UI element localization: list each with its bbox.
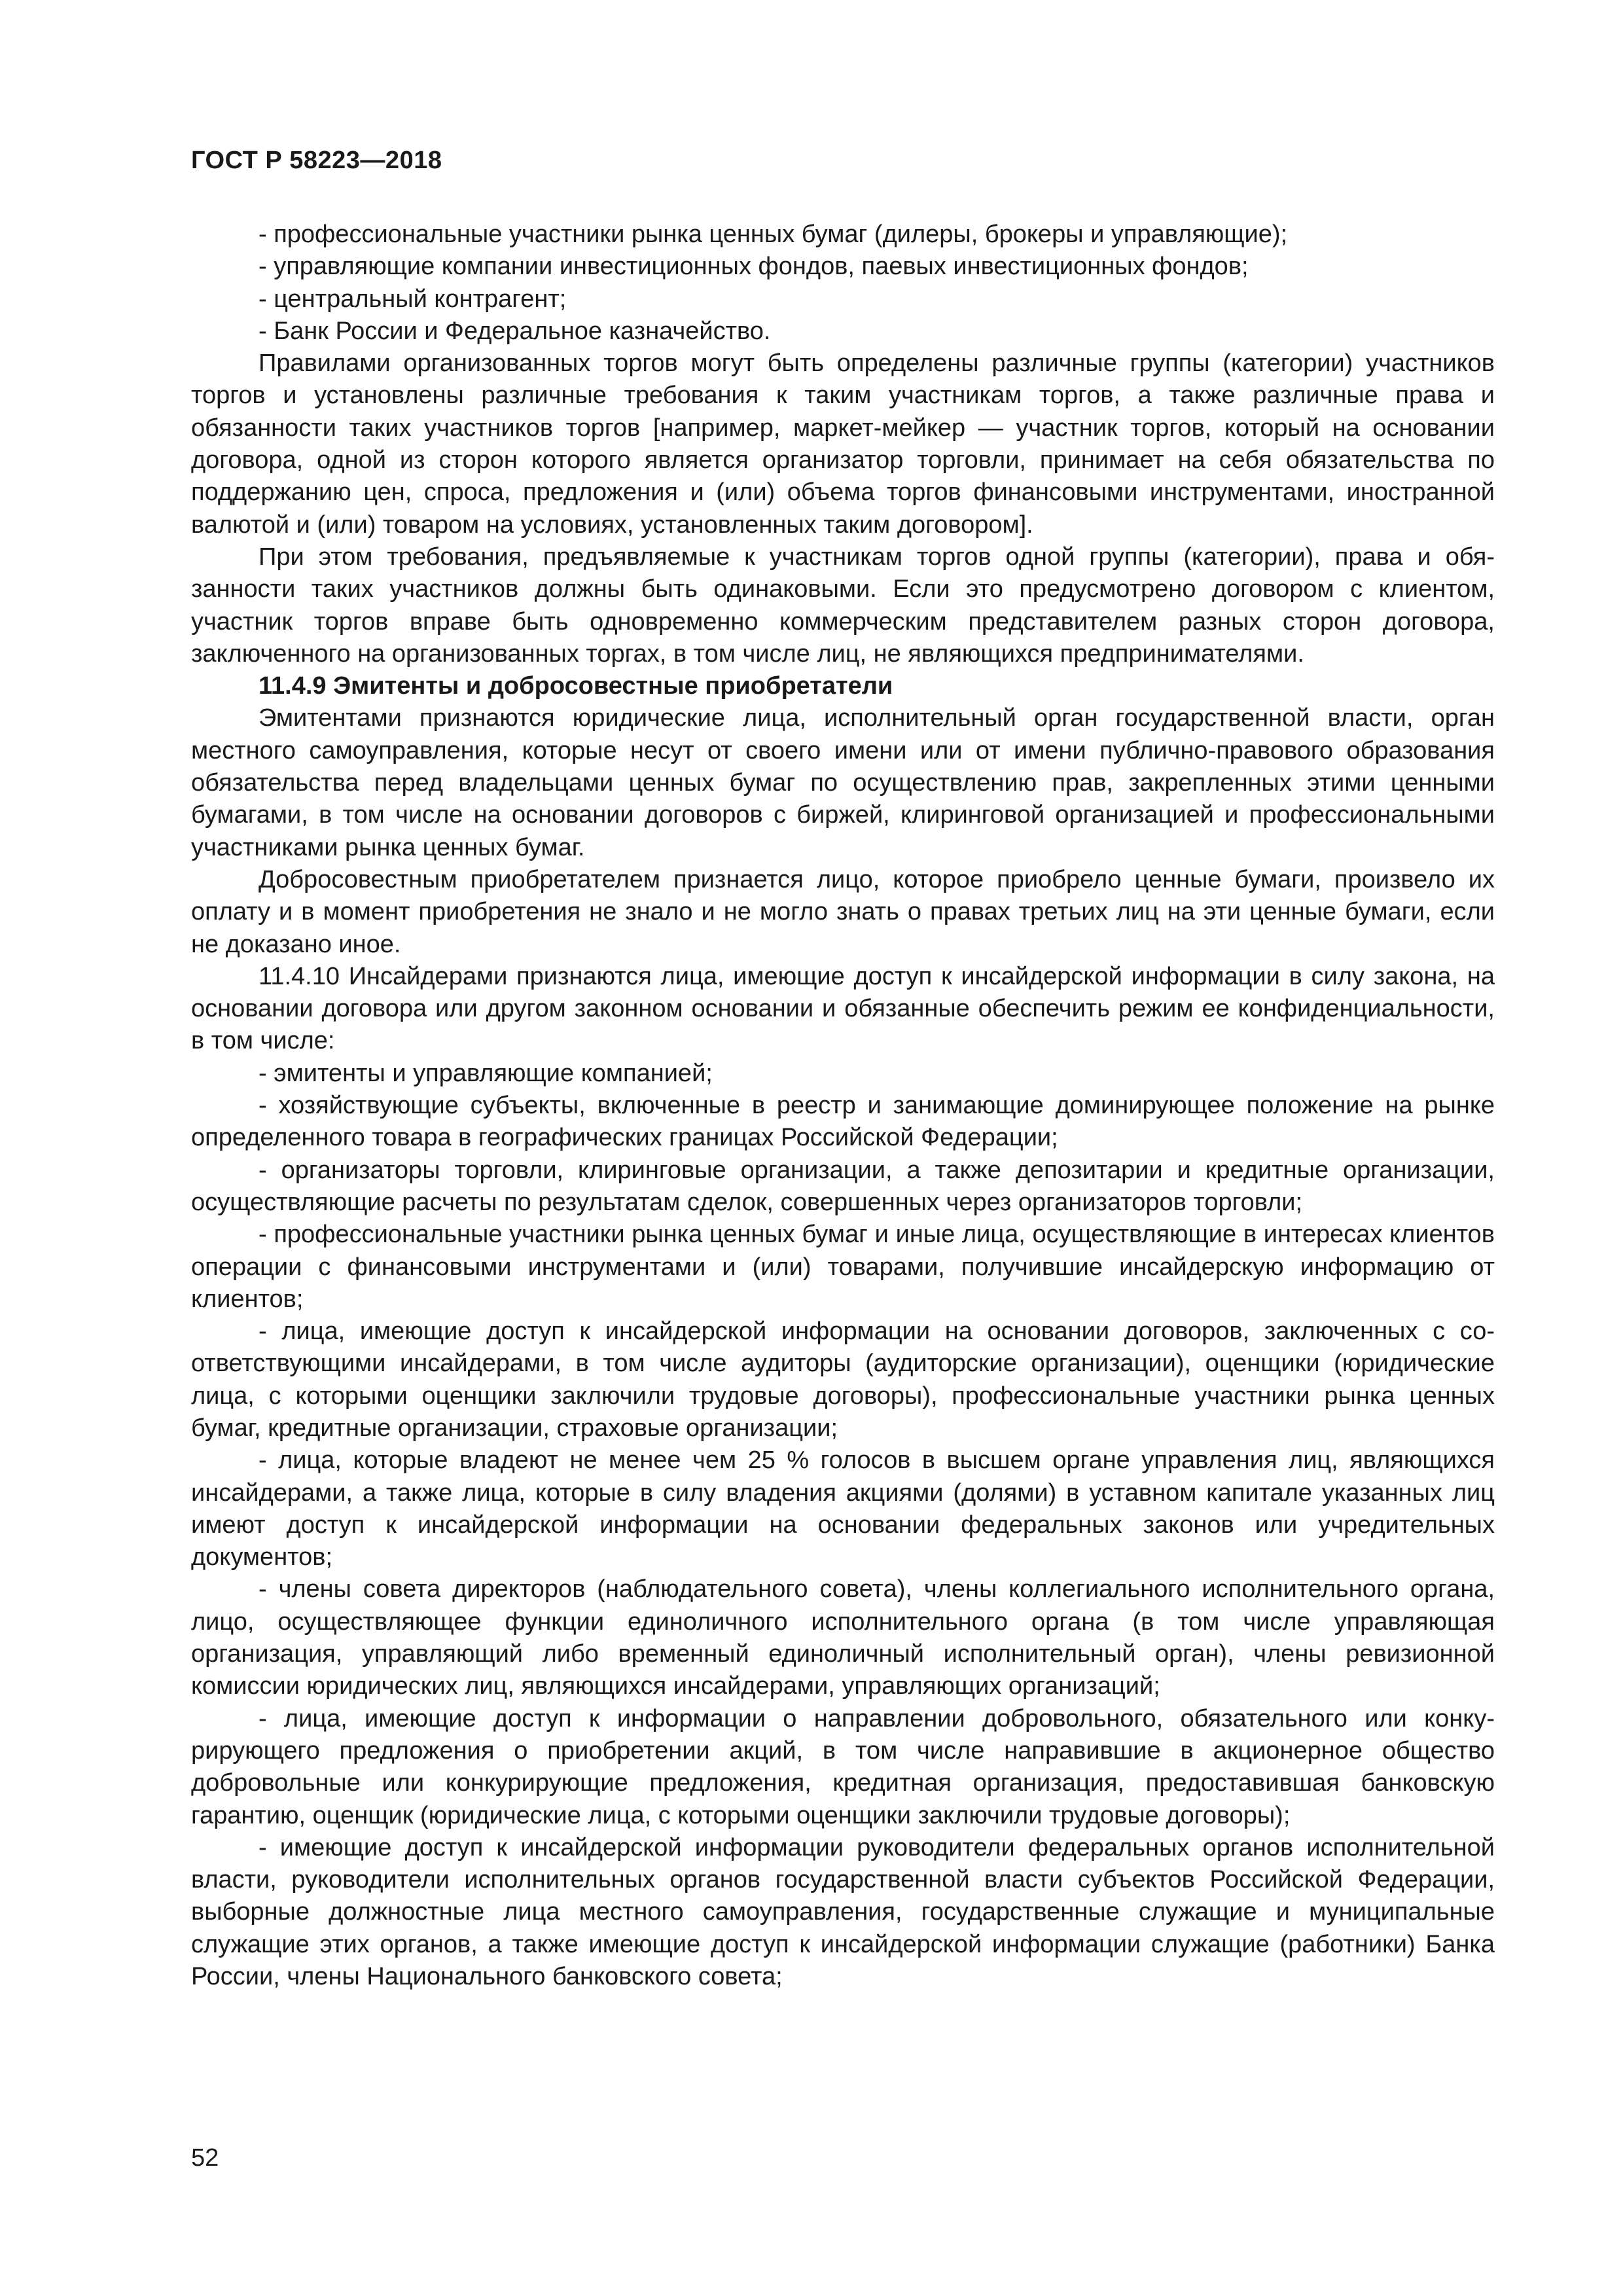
list-item: - профессиональные участники рынка ценных бумаг (дилеры, брокеры и управляющие); [259,221,1288,248]
list-item: - центральный контрагент; [259,285,567,313]
section-heading: 11.4.9 Эмитенты и добросовестные приобретатели [259,672,893,700]
list-item: - лица, имеющие доступ к информации о направлении добровольного, обязательного или конкурирующего предложения о приобретении акций, в том числе направившие в акционерное общество добровольные или конкурирующие предложения, кредитная организация, предоставившая банковскую гарантию, оценщик (юридические лица, с которыми оценщики заключили трудовые договоры); [191,1704,1495,1829]
list-item: - хозяйствующие субъекты, включенные в реестр и занимающие доминирующее положение на рынке определенного товара в географических границах Российской Федерации; [191,1092,1495,1152]
list-item: - члены совета директоров (наблюдательного совета), члены коллегиального исполнительного органа, лицо, осуществляющее функции единоличного исполнительного органа (в том числе управляющая организация, управляющий либо временный единоличный исполнительный орган), члены ревизионной комиссии юридических лиц, являющихся инсайдерами, управляющих организаций; [191,1575,1495,1700]
paragraph: Правилами организованных торгов могут быть определены различные группы (категории) участников торгов и установлены различные требования к таким участникам торгов, а также различные права и обязанности таких участников торгов [например, маркет-мейкер — участник торгов, который на основании договора, одной из сторон которого является организатор торговли, принимает на себя обязательства по поддержанию цен, спроса, предложения и (или) объема торгов финансовыми инструментами, иностранной валютой и (или) товаром на условиях, установленных таким договором]. [191,350,1495,539]
list-item: - эмитенты и управляющие компанией; [259,1059,713,1087]
document-body [191,219,1495,1993]
page-number: 52 [191,2144,219,2172]
paragraph: При этом требования, предъявляемые к участникам торгов одной группы (категории), права и обязанности таких участников должны быть одинаковыми. Если это предусмотрено договором с клиентом, участник торгов вправе быть одновременно коммерческим представителем разных сторон договора, заключенного на организованных торгах, в том числе лиц, не являющихся предпринимателями. [191,543,1495,668]
list-item: - лица, имеющие доступ к инсайдерской информации на основании договоров, заключенных с соответствующими инсайдерами, в том числе аудиторы (аудиторские организации), оценщики (юридические лица, с которыми оценщики заключили трудовые договоры), профессиональные участники рынка ценных бумаг, кредитные организации, страховые организации; [191,1318,1495,1442]
list-item: - управляющие компании инвестиционных фондов, паевых инвестиционных фондов; [259,253,1249,281]
document-code-header: ГОСТ Р 58223—2018 [191,147,442,174]
paragraph: Добросовестным приобретателем признается лицо, которое приобрело ценные бумаги, произвело их оплату и в момент приобретения не знало и не могло знать о правах третьих лиц на эти ценные бумаги, если не доказано иное. [191,865,1495,958]
list-item: - организаторы торговли, клиринговые организации, а также депозитарии и кредитные организации, осуществляющие расчеты по результатам сделок, совершенных через организаторов торговли; [191,1156,1495,1216]
list-item: - профессиональные участники рынка ценных бумаг и иные лица, осуществляющие в интересах клиентов операции с финансовыми инструментами и (или) товарами, получившие инсайдерскую информацию от клиентов; [191,1221,1495,1313]
list-item: - имеющие доступ к инсайдерской информации руководители федеральных органов исполнительной власти, руководители исполнительных органов государственной власти субъектов Российской Федерации, выборные должностные лица местного самоуправления, государственные служащие и муниципальные служащие этих органов, а также имеющие доступ к инсайдерской информации служащие (работники) Банка России, члены Национального банковского совета; [191,1833,1495,1991]
list-item: - лица, которые владеют не менее чем 25 % голосов в высшем органе управления лиц, являющихся инсайдерами, а также лица, которые в силу владения акциями (долями) в уставном капитале указанных лиц имеют доступ к инсайдерской информации на основании федеральных законов или учредительных документов; [191,1446,1495,1571]
paragraph: 11.4.10 Инсайдерами признаются лица, имеющие доступ к инсайдерской информации в силу закона, на основании договора или другом законном основании и обязанные обеспечить режим ее конфиденциальности, в том числе: [191,962,1495,1055]
list-item: - Банк России и Федеральное казначейство. [259,317,771,345]
paragraph: Эмитентами признаются юридические лица, исполнительный орган государственной власти, орган местного самоуправления, которые несут от своего имени или от имени публично-правового образования обязательства перед владельцами ценных бумаг по осуществлению прав, закрепленных этими ценными бумагами, в том числе на основании договоров с биржей, клиринговой организацией и профессиональными участниками рынка ценных бумаг. [191,704,1495,861]
